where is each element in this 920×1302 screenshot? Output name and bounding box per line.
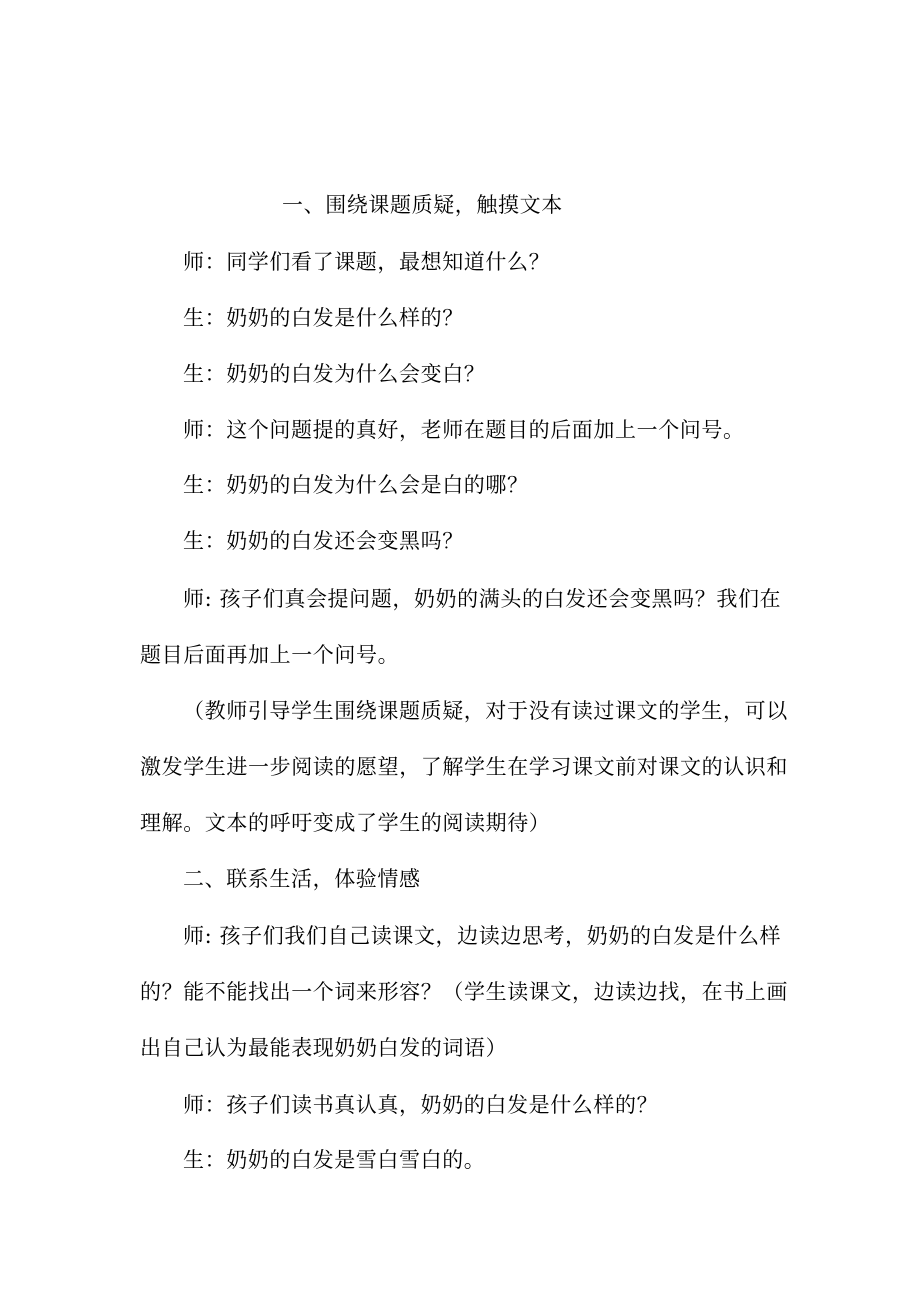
paragraph-line: （教师引导学生围绕课题质疑，对于没有读过课文的学生，可以: [183, 699, 788, 723]
paragraph-line: 师：同学们看了课题，最想知道什么？: [183, 250, 551, 274]
paragraph-line: 师: 孩子们真会提问题，奶奶的满头的白发还会变黑吗？我们在: [183, 587, 782, 611]
section-heading-1: 一、围绕课题质疑，触摸文本: [282, 193, 563, 217]
section-heading-2: 二、联系生活，体验情感: [183, 867, 421, 891]
paragraph-line: 师: 孩子们我们自己读课文，边读边思考，奶奶的白发是什么样: [183, 924, 782, 948]
paragraph-line: 理解。文本的呼吁变成了学生的阅读期待）: [140, 811, 551, 835]
paragraph-line: 师：这个问题提的真好，老师在题目的后面加上一个问号。: [183, 418, 745, 442]
paragraph-line: 生：奶奶的白发为什么会变白？: [183, 362, 486, 386]
paragraph-line: 题目后面再加上一个问号。: [140, 643, 400, 667]
paragraph-line: 生：奶奶的白发是雪白雪白的。: [183, 1148, 486, 1172]
paragraph-line: 生：奶奶的白发是什么样的？: [183, 306, 464, 330]
paragraph-line: 出自己认为最能表现奶奶白发的词语）: [140, 1036, 508, 1060]
paragraph-line: 激发学生进一步阅读的愿望，了解学生在学习课文前对课文的认识和: [140, 755, 788, 779]
paragraph-line: 生：奶奶的白发为什么会是白的哪？: [183, 473, 529, 497]
paragraph-line: 的？能不能找出一个词来形容？（学生读课文，边读边找，在书上画: [140, 980, 788, 1004]
paragraph-line: 生：奶奶的白发还会变黑吗？: [183, 529, 464, 553]
paragraph-line: 师：孩子们读书真认真，奶奶的白发是什么样的？: [183, 1093, 659, 1117]
